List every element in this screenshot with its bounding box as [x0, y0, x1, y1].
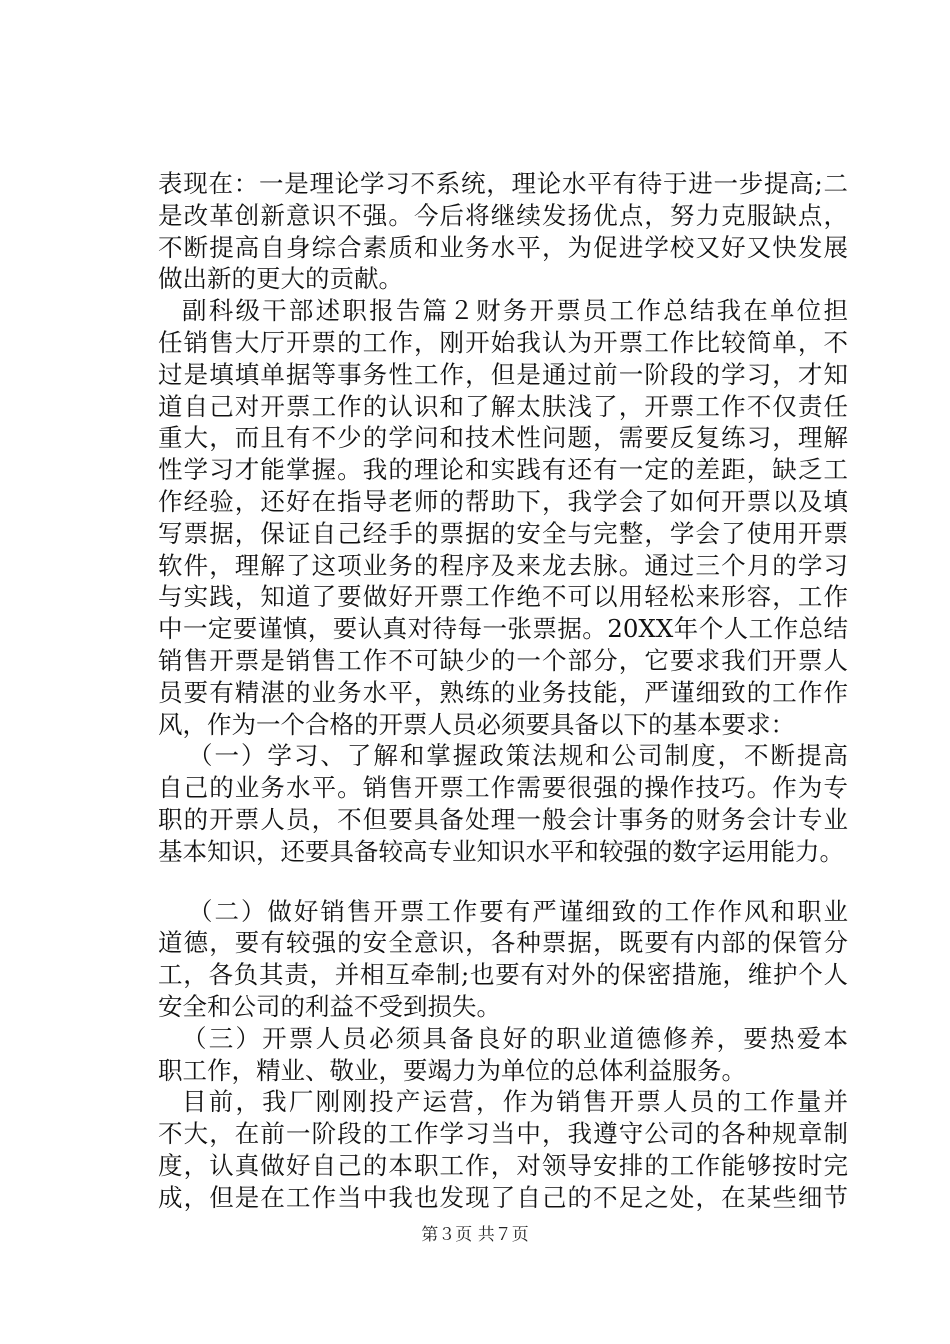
text-line: 自己的业务水平。销售开票工作需要很强的操作技巧。作为专	[158, 773, 848, 803]
text-line: 中一定要谨慎，要认真对待每一张票据。20XX年个人工作总结	[158, 614, 848, 644]
text-line: 做出新的更大的贡献。	[158, 264, 403, 294]
text-line: 道德，要有较强的安全意识，各种票据，既要有内部的保管分	[158, 928, 848, 958]
text-line: 目前，我厂刚刚投产运营，作为销售开票人员的工作量并	[182, 1087, 848, 1117]
paragraph-5	[158, 1023, 848, 1087]
text-line: 安全和公司的利益不受到损失。	[158, 991, 501, 1021]
paragraph-1	[158, 168, 848, 295]
text-line: 软件，理解了这项业务的程序及来龙去脉。通过三个月的学习	[158, 550, 848, 580]
paragraph-gap	[158, 868, 848, 896]
text-line: 风，作为一个合格的开票人员必须要具备以下的基本要求：	[158, 709, 795, 739]
text-line: 任销售大厅开票的工作，刚开始我认为开票工作比较简单，不	[158, 327, 848, 357]
text-line: 销售开票是销售工作不可缺少的一个部分，它要求我们开票人	[158, 645, 848, 675]
paragraph-4	[158, 896, 848, 1023]
text-line: 不断提高自身综合素质和业务水平，为促进学校又好又快发展	[158, 232, 848, 262]
text-line: 表现在：一是理论学习不系统，理论水平有待于进一步提高;二	[158, 169, 848, 198]
text-line: （一）学习、了解和掌握政策法规和公司制度，不断提高	[188, 741, 848, 771]
text-line: 性学习才能掌握。我的理论和实践有还有一定的差距，缺乏工	[158, 455, 848, 485]
text-line: 工，各负其责，并相互牵制;也要有对外的保密措施，维护个人	[158, 960, 848, 990]
text-line: 作经验，还好在指导老师的帮助下，我学会了如何开票以及填	[158, 486, 848, 516]
text-line: 不大，在前一阶段的工作学习当中，我遵守公司的各种规章制	[158, 1119, 848, 1149]
text-line: 写票据，保证自己经手的票据的安全与完整，学会了使用开票	[158, 518, 848, 548]
text-line: （二）做好销售开票工作要有严谨细致的工作作风和职业	[188, 896, 848, 926]
paragraph-2	[158, 295, 848, 740]
text-line: 度，认真做好自己的本职工作，对领导安排的工作能够按时完	[158, 1150, 848, 1180]
text-line: 过是填填单据等事务性工作，但是通过前一阶段的学习，才知	[158, 359, 848, 389]
text-line: 成，但是在工作当中我也发现了自己的不足之处，在某些细节	[158, 1182, 848, 1212]
page-number-footer: 第３页 共７页	[421, 1225, 529, 1245]
text-line: 与实践，知道了要做好开票工作绝不可以用轻松来形容，工作	[158, 582, 848, 612]
text-line: （三）开票人员必须具备良好的职业道德修养，要热爱本	[182, 1023, 848, 1053]
text-line: 员要有精湛的业务水平，熟练的业务技能，严谨细致的工作作	[158, 677, 848, 707]
paragraph-6	[158, 1086, 848, 1213]
text-line: 副科级干部述职报告篇２财务开票员工作总结我在单位担	[182, 296, 848, 326]
text-line: 重大，而且有不少的学问和技术性问题，需要反复练习，理解	[158, 423, 848, 453]
text-line: 职的开票人员，不但要具备处理一般会计事务的财务会计专业	[158, 804, 848, 834]
text-line: 是改革创新意识不强。今后将继续发扬优点，努力克服缺点，	[158, 200, 848, 230]
text-line: 道自己对开票工作的认识和了解太肤浅了，开票工作不仅责任	[158, 391, 848, 421]
text-line: 职工作，精业、敬业，要竭力为单位的总体利益服务。	[158, 1055, 746, 1085]
document-body	[158, 168, 848, 1214]
paragraph-3	[158, 740, 848, 867]
text-line: 基本知识，还要具备较高专业知识水平和较强的数字运用能力。	[158, 836, 844, 866]
